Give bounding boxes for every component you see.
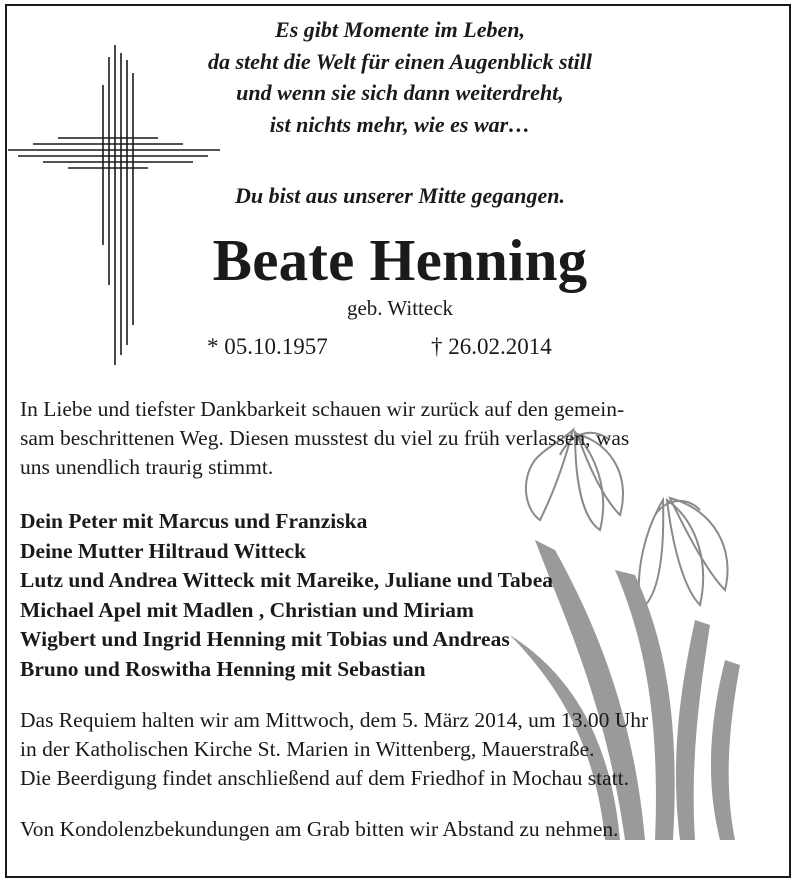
tribute-paragraph — [20, 395, 780, 482]
service-paragraph — [20, 706, 780, 793]
service-line: in der Katholischen Kirche St. Marien in Wittenberg, Mauerstraße. — [20, 737, 595, 761]
mourner-line: Michael Apel mit Madlen , Christian und Miriam — [20, 597, 474, 622]
mourners-list — [20, 507, 780, 684]
mourner-line: Dein Peter mit Marcus und Franziska — [20, 509, 368, 533]
closing-line: Von Kondolenzbekundungen am Grab bitten wir Abstand zu nehmen. — [20, 817, 619, 841]
poem-line: da steht die Welt für einen Augenblick still — [207, 48, 592, 74]
death-date: † 26.02.2014 — [431, 334, 552, 359]
mourner-line: Lutz und Andrea Witteck mit Mareike, Juliane und Tabea — [20, 568, 554, 592]
maiden-name: geb. Witteck — [346, 296, 454, 320]
mourner-line: Wigbert und Ingrid Henning mit Tobias und Andreas — [20, 627, 510, 651]
service-line: Die Beerdigung findet anschließend auf dem Friedhof in Mochau statt. — [20, 766, 630, 790]
service-line: Das Requiem halten wir am Mittwoch, dem 5. März 2014, um 13.00 Uhr — [20, 708, 649, 732]
deceased-name: Beate Henning — [212, 227, 588, 293]
poem-line: ist nichts mehr, wie es war… — [269, 111, 531, 137]
tribute-line: In Liebe und tiefster Dankbarkeit schauen wir zurück auf den gemein- — [20, 397, 625, 421]
closing-paragraph — [20, 815, 780, 844]
farewell-line: Du bist aus unserer Mitte gegangen. — [234, 183, 566, 208]
mourner-line: Deine Mutter Hiltraud Witteck — [20, 538, 307, 563]
poem-line: und wenn sie sich dann weiterdreht, — [236, 80, 564, 105]
poem — [150, 14, 650, 140]
poem-line: Es gibt Momente im Leben, — [275, 17, 525, 42]
birth-date: * 05.10.1957 — [207, 334, 328, 359]
tribute-line: uns unendlich traurig stimmt. — [20, 455, 274, 479]
tribute-line: sam beschrittenen Weg. Diesen musstest du viel zu früh verlassen, was — [20, 426, 630, 450]
mourner-line: Bruno und Roswitha Henning mit Sebastian — [20, 656, 426, 681]
